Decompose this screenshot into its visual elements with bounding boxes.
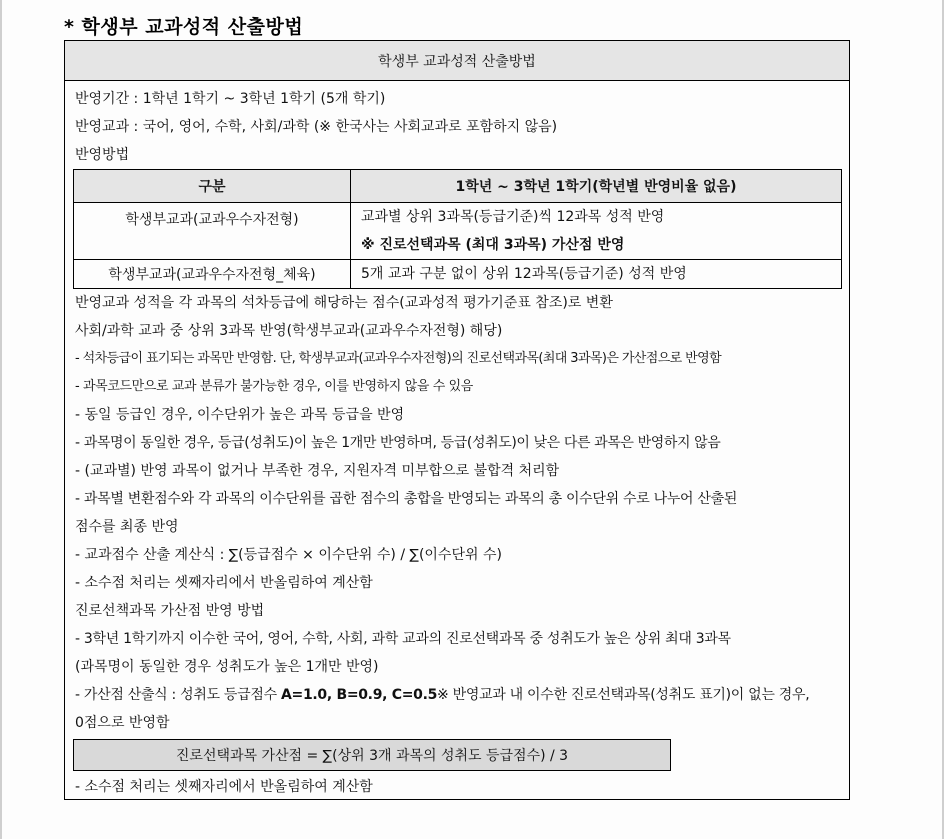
note-line: - 과목별 변환점수와 각 과목의 이수단위를 곱한 점수의 총합을 반영되는 과목의 총 이수단위 수로 나누어 산출된: [75, 491, 738, 507]
note-line: - (교과별) 반영 과목이 없거나 부족한 경우, 지원자격 미부합으로 불합격 처리함: [75, 463, 560, 479]
bonus-formula-line: [75, 681, 849, 709]
note-line: (과목명이 동일한 경우 성취도가 높은 1개만 반영): [75, 659, 379, 675]
bonus-grade-scores: A=1.0, B=0.9, C=0.5: [280, 687, 438, 703]
row-type: 학생부교과(교과우수자전형_체육): [74, 260, 351, 289]
bonus-formula-box: 진로선택과목 가산점 = ∑(상위 3개 과목의 성취도 등급점수) / 3: [73, 739, 671, 771]
box-header: 학생부 교과성적 산출방법: [65, 41, 849, 81]
row-value: [351, 260, 842, 289]
subjects-text: 반영교과 : 국어, 영어, 수학, 사회/과학 (※ 한국사는 사회교과로 포함하지 않음): [75, 119, 558, 135]
row-value-line: 교과별 상위 3과목(등급기준)씩 12과목 성적 반영: [361, 209, 665, 225]
note-line: - 교과점수 산출 계산식 : ∑(등급점수 × 이수단위 수) / ∑(이수단위 수): [75, 547, 502, 563]
note-line: - 소수점 처리는 셋째자리에서 반올림하여 계산함: [75, 575, 373, 591]
row-type: 학생부교과(교과우수자전형): [74, 203, 351, 260]
note-line: 사회/과학 교과 중 상위 3과목 반영(학생부교과(교과우수자전형) 해당): [75, 323, 503, 339]
table-header-row: [74, 170, 842, 203]
note-line: - 석차등급이 표기되는 과목만 반영함. 단, 학생부교과(교과우수자전형)의 진로선택과목(최대 3과목)은 가산점으로 반영함: [75, 351, 722, 366]
note-line: 0점으로 반영함: [75, 715, 170, 731]
note-line: - 3학년 1학기까지 이수한 국어, 영어, 수학, 사회, 과학 교과의 진로선택과목 중 성취도가 높은 상위 최대 3과목: [75, 631, 731, 647]
box-content: [65, 81, 849, 801]
note-line: - 과목코드만으로 교과 분류가 불가능한 경우, 이를 반영하지 않을 수 있음: [75, 379, 473, 394]
note-line: - 과목명이 동일한 경우, 등급(성취도)이 높은 1개만 반영하며, 등급(성취도)이 낮은 다른 과목은 반영하지 않음: [75, 435, 721, 451]
row-value: [351, 203, 842, 260]
page-title: * 학생부 교과성적 산출방법: [64, 16, 304, 38]
period-text: 반영기간 : 1학년 1학기 ~ 3학년 1학기 (5개 학기): [75, 91, 386, 107]
method-table: [73, 169, 842, 289]
row-value-line: 5개 교과 구분 없이 상위 12과목(등급기준) 성적 반영: [361, 266, 687, 282]
note-line: - 동일 등급인 경우, 이수단위가 높은 과목 등급을 반영: [75, 407, 405, 423]
bonus-formula-prefix: - 가산점 산출식 : 성취도 등급점수: [75, 687, 281, 703]
col-header-period: 1학년 ~ 3학년 1학기(학년별 반영비율 없음): [351, 170, 842, 203]
final-note: - 소수점 처리는 셋째자리에서 반올림하여 계산함: [75, 779, 373, 795]
note-line: 점수를 최종 반영: [75, 519, 179, 535]
grading-method-box: [64, 40, 850, 800]
col-header-type: 구분: [74, 170, 351, 203]
section-heading-bonus: 진로선책과목 가산점 반영 방법: [75, 603, 265, 619]
method-label: 반영방법: [75, 147, 130, 163]
note-line: 반영교과 성적을 각 과목의 석차등급에 해당하는 점수(교과성적 평가기준표 참조)로 변환: [75, 295, 613, 311]
table-row: [74, 260, 842, 289]
table-row: [74, 203, 842, 260]
left-edge: [0, 0, 2, 839]
bonus-formula-suffix: ※ 반영교과 내 이수한 진로선택과목(성취도 표기)이 없는 경우,: [437, 687, 810, 703]
row-value-line-bold: ※ 진로선택과목 (최대 3과목) 가산점 반영: [361, 237, 625, 253]
